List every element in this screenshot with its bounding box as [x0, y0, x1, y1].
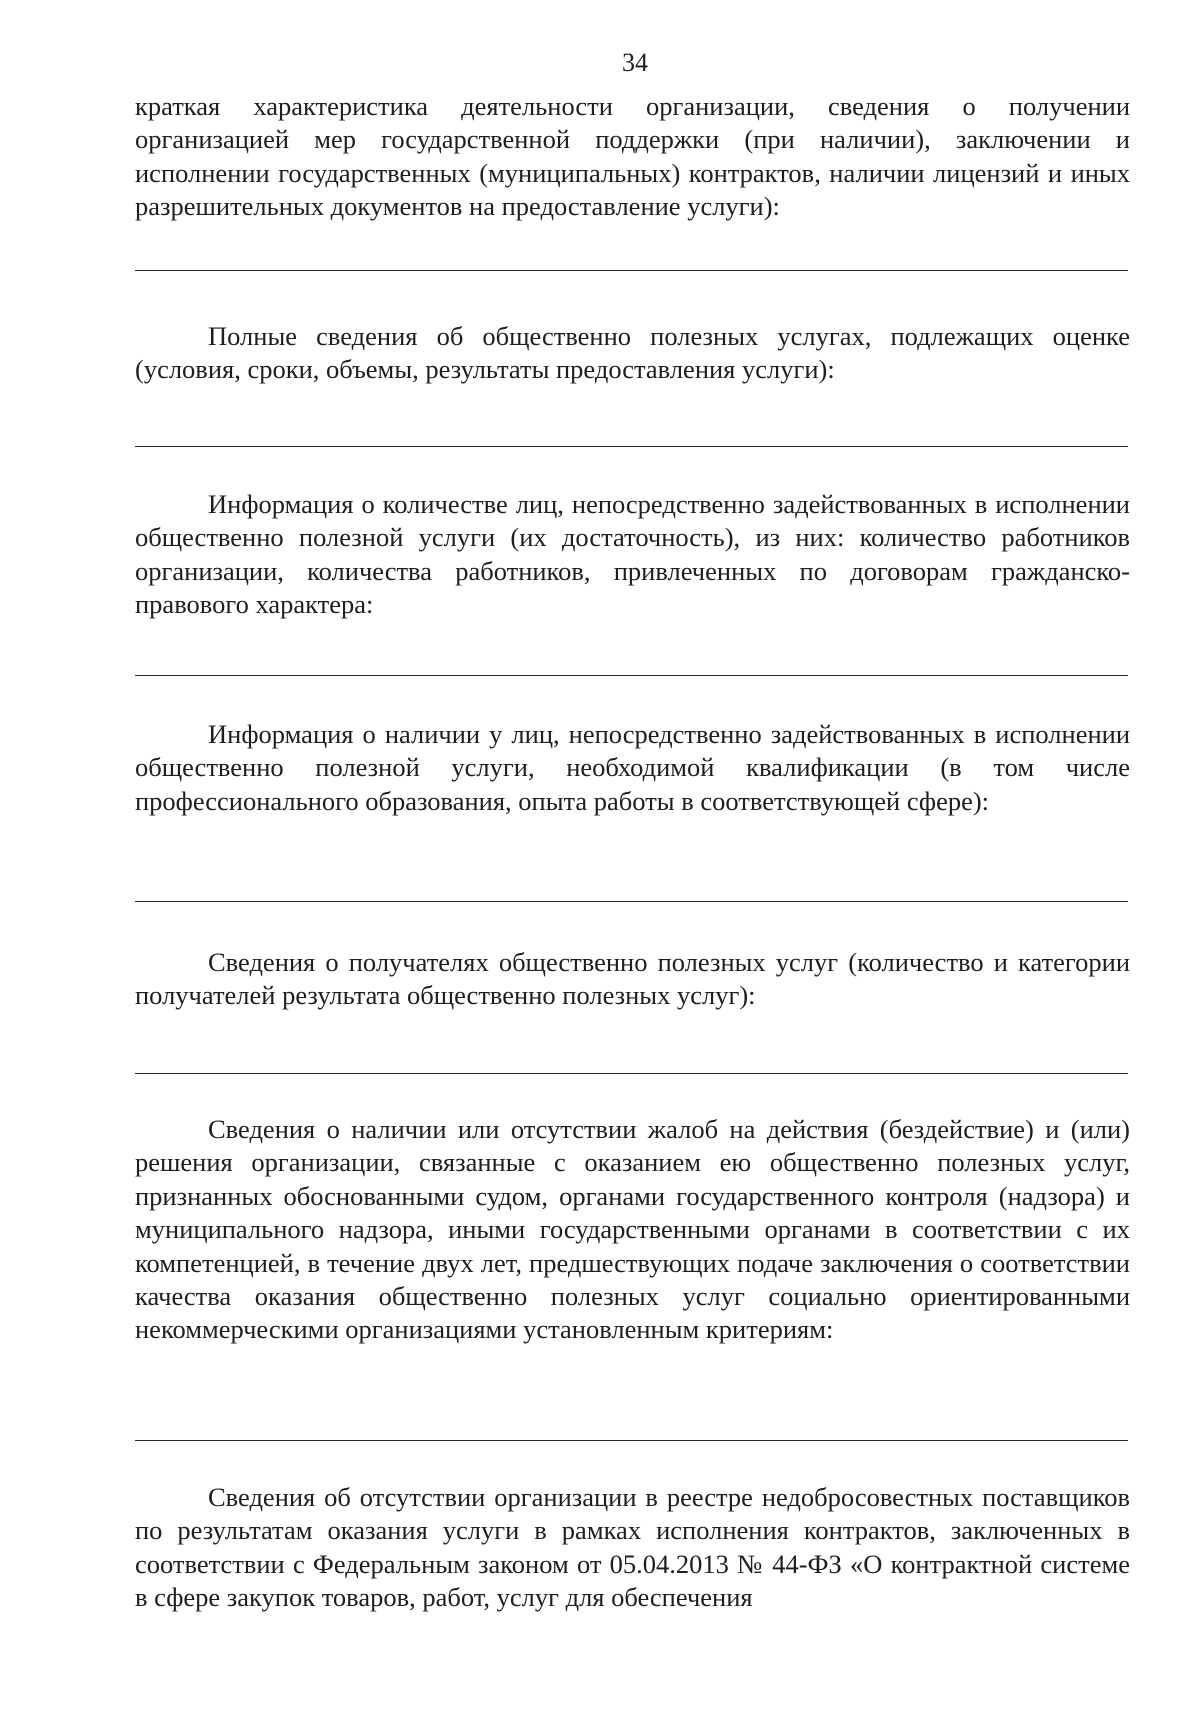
paragraph-complaints: Сведения о наличии или отсутствии жалоб на действия (бездействие) и (или) решения организации, связанные с оказанием ею общественно полезных услуг, признанных обоснованными судом, органами государственного контроля (надзора) и муниципального надзора, иными государственными органами в соответствии с их компетенцией, в течение двух лет, предшествующих подаче заключения о соответствии качества оказания общественно полезных услуг социально ориентированными некоммерческими организациями установленным критериям:: [135, 1114, 1130, 1345]
fill-in-line: [135, 1440, 1128, 1441]
paragraph-staff-count: Информация о количестве лиц, непосредственно задействованных в исполнении общественно полезной услуги (их достаточность), из них: количество работников организации, количества работников, привлеченных по договорам гражданско-правового характера:: [135, 489, 1130, 620]
paragraph-dishonest-suppliers-registry: Сведения об отсутствии организации в реестре недобросовестных поставщиков по результатам оказания услуги в рамках исполнения контрактов, заключенных в соответствии с Федеральным законом от 05.04.2013 № 44-ФЗ «О контрактной системе в сфере закупок товаров, работ, услуг для обеспечения: [135, 1482, 1130, 1613]
paragraph-service-recipients: Сведения о получателях общественно полезных услуг (количество и категории получателей результата общественно полезных услуг):: [135, 947, 1130, 1011]
paragraph-staff-qualification: Информация о наличии у лиц, непосредственно задействованных в исполнении общественно полезной услуги, необходимой квалификации (в том числе профессионального образования, опыта работы в соответствующей сфере):: [135, 719, 1130, 816]
fill-in-line: [135, 446, 1128, 447]
fill-in-line: [135, 270, 1128, 271]
paragraph-services-details: Полные сведения об общественно полезных услугах, подлежащих оценке (условия, сроки, объемы, результаты предоставления услуги):: [135, 321, 1130, 385]
fill-in-line: [135, 901, 1128, 902]
fill-in-line: [135, 1073, 1128, 1074]
paragraph-activity-summary: краткая характеристика деятельности организации, сведения о получении организацией мер государственной поддержки (при наличии), заключении и исполнении государственных (муниципальных) контрактов, наличии лицензий и иных разрешительных документов на предоставление услуги):: [135, 91, 1130, 222]
page-number: 34: [622, 48, 648, 77]
fill-in-line: [135, 675, 1128, 676]
